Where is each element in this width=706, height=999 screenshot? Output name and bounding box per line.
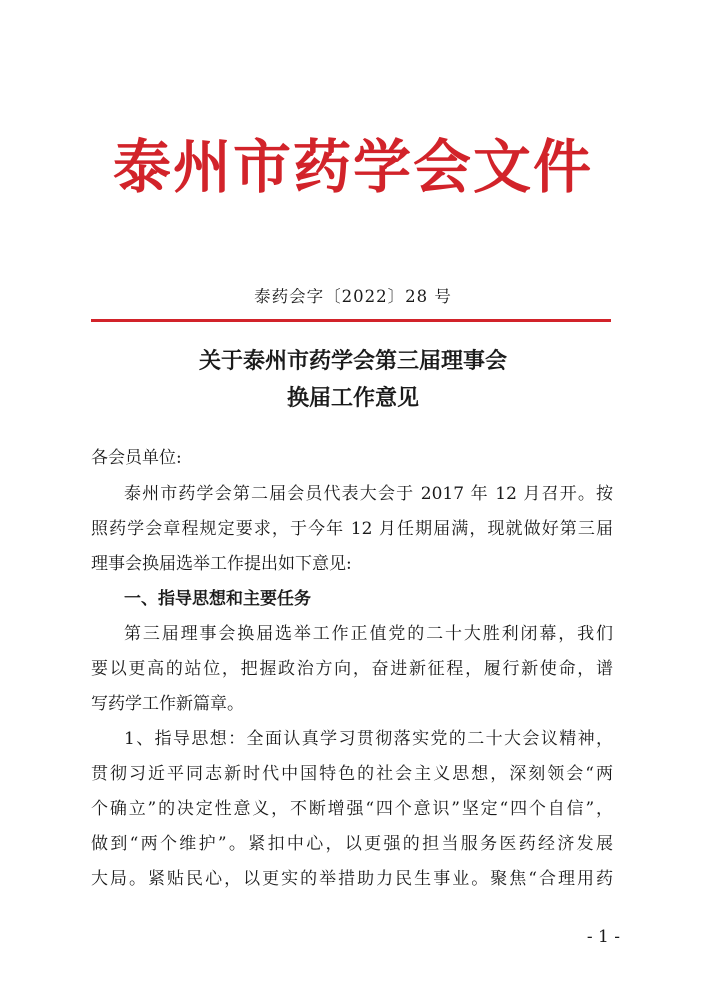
paragraph-2-line-3: 写药学工作新篇章。 <box>91 694 244 714</box>
document-issuer-title: 泰州市药学会文件 <box>112 133 593 201</box>
paragraph-3-line-2: 贯彻习近平同志新时代中国特色的社会主义思想，深刻领会“两 <box>91 764 613 784</box>
paragraph-2-line-2: 要以更高的站位，把握政治方向，奋进新征程，履行新使命，谱 <box>91 659 613 679</box>
paragraph-1-line-1: 泰州市药学会第二届会员代表大会于 2017 年 12 月召开。按 <box>124 484 613 504</box>
page-number <box>0 925 706 949</box>
subject-title-line-2: 换届工作意见 <box>286 385 419 411</box>
red-separator-line <box>91 319 611 322</box>
section-heading-1: 一、指导思想和主要任务 <box>124 589 311 609</box>
paragraph-3-line-5: 大局。紧贴民心，以更实的举措助力民生事业。聚焦“合理用药 <box>91 869 613 889</box>
document-number: 泰药会字〔2022〕28 号 <box>254 287 452 306</box>
paragraph-2-line-1: 第三届理事会换届选举工作正值党的二十大胜利闭幕，我们 <box>124 624 613 644</box>
page-number-text: - 1 - <box>586 927 620 947</box>
subject-title-line-1: 关于泰州市药学会第三届理事会 <box>198 348 507 374</box>
paragraph-1-line-2: 照药学会章程规定要求，于今年 12 月任期届满，现就做好第三届 <box>91 519 613 539</box>
salutation: 各会员单位: <box>91 448 182 468</box>
paragraph-3-line-4: 做到“两个维护”。紧扣中心，以更强的担当服务医药经济发展 <box>91 834 613 854</box>
paragraph-1-line-3: 理事会换届选举工作提出如下意见: <box>91 554 352 574</box>
paragraph-3-line-3: 个确立”的决定性意义，不断增强“四个意识”坚定“四个自信”， <box>91 799 613 819</box>
paragraph-3-line-1: 1、指导思想：全面认真学习贯彻落实党的二十大会议精神， <box>124 729 613 749</box>
